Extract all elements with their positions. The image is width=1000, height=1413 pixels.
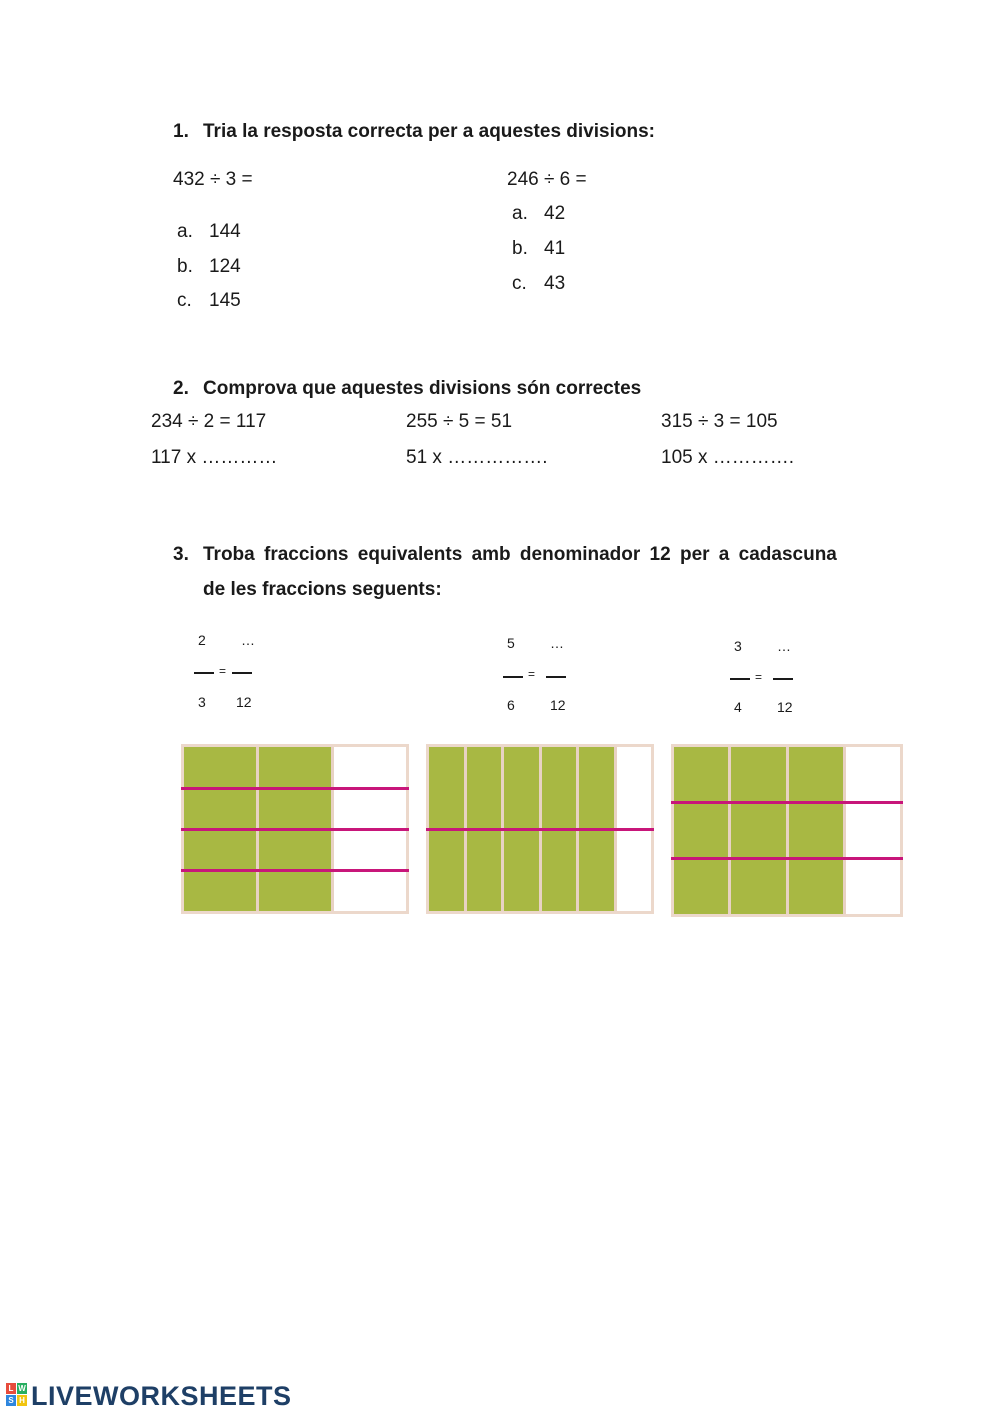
fraction-2-equals: = <box>528 667 536 681</box>
row-divider-1 <box>426 828 654 831</box>
fraction-grid-3 <box>671 744 903 917</box>
q1-left-option-a[interactable]: a. 144 <box>177 221 241 242</box>
row-divider-2 <box>671 857 903 860</box>
fraction-2-numerator: 5 <box>507 635 515 651</box>
fraction-3-bar <box>730 678 750 680</box>
q1-left-option-c[interactable]: c. 145 <box>177 290 241 311</box>
q2-division-2: 255 ÷ 5 = 51 <box>406 411 513 432</box>
fraction-1-answer-numerator[interactable]: … <box>241 632 255 648</box>
q3-heading: 3. Troba fraccions equivalents amb denominador 12 per a cadascuna <box>173 544 837 565</box>
filled-column-3 <box>789 747 843 914</box>
row-divider-1 <box>181 787 409 790</box>
fraction-3-numerator: 3 <box>734 638 742 654</box>
q1-left-option-b[interactable]: b. 124 <box>177 256 241 277</box>
q1-right-option-c[interactable]: c. 43 <box>512 273 566 294</box>
q2-heading: 2. Comprova que aquestes divisions són correctes <box>173 378 642 399</box>
fraction-1-denominator: 3 <box>198 694 206 710</box>
row-divider-2 <box>181 828 409 831</box>
fraction-3-bar-2 <box>773 678 793 680</box>
fraction-3-denominator: 4 <box>734 699 742 715</box>
fraction-2-bar-2 <box>546 676 566 678</box>
fraction-1-numerator: 2 <box>198 632 206 648</box>
q2-division-3: 315 ÷ 3 = 105 <box>661 411 778 432</box>
fraction-3-answer-denominator: 12 <box>777 699 793 715</box>
fraction-grid-2 <box>426 744 654 914</box>
q1-heading: 1. Tria la resposta correcta per a aquestes divisions: <box>173 121 655 142</box>
liveworksheets-logo-icon: L W S H <box>6 1383 28 1407</box>
fraction-1-equals: = <box>219 664 227 678</box>
q2-division-1: 234 ÷ 2 = 117 <box>151 411 267 432</box>
fraction-1-bar-2 <box>232 672 252 674</box>
q3-heading-line2: de les fraccions seguents: <box>203 579 442 600</box>
liveworksheets-brand: LIVEWORKSHEETS <box>31 1381 292 1411</box>
fraction-1-bar <box>194 672 214 674</box>
fraction-2-bar <box>503 676 523 678</box>
fraction-2-answer-denominator: 12 <box>550 697 566 713</box>
fraction-2-denominator: 6 <box>507 697 515 713</box>
q2-check-2[interactable]: 51 x ……………. <box>406 447 548 468</box>
empty-column-4 <box>846 747 900 914</box>
row-divider-1 <box>671 801 903 804</box>
q2-check-3[interactable]: 105 x …………. <box>661 447 795 468</box>
fraction-2-answer-numerator[interactable]: … <box>550 635 564 651</box>
q1-right-option-b[interactable]: b. 41 <box>512 238 566 259</box>
q1-right-expression: 246 ÷ 6 = <box>507 169 587 190</box>
fraction-grid-1 <box>181 744 409 914</box>
q1-left-expression: 432 ÷ 3 = <box>173 169 253 190</box>
fraction-3-equals: = <box>755 670 763 684</box>
q2-check-1[interactable]: 117 x ………… <box>151 447 278 468</box>
filled-column-1 <box>674 747 728 914</box>
fraction-1-answer-denominator: 12 <box>236 694 252 710</box>
q1-right-option-a[interactable]: a. 42 <box>512 203 566 224</box>
row-divider-3 <box>181 869 409 872</box>
fraction-3-answer-numerator[interactable]: … <box>777 638 791 654</box>
filled-column-2 <box>731 747 785 914</box>
